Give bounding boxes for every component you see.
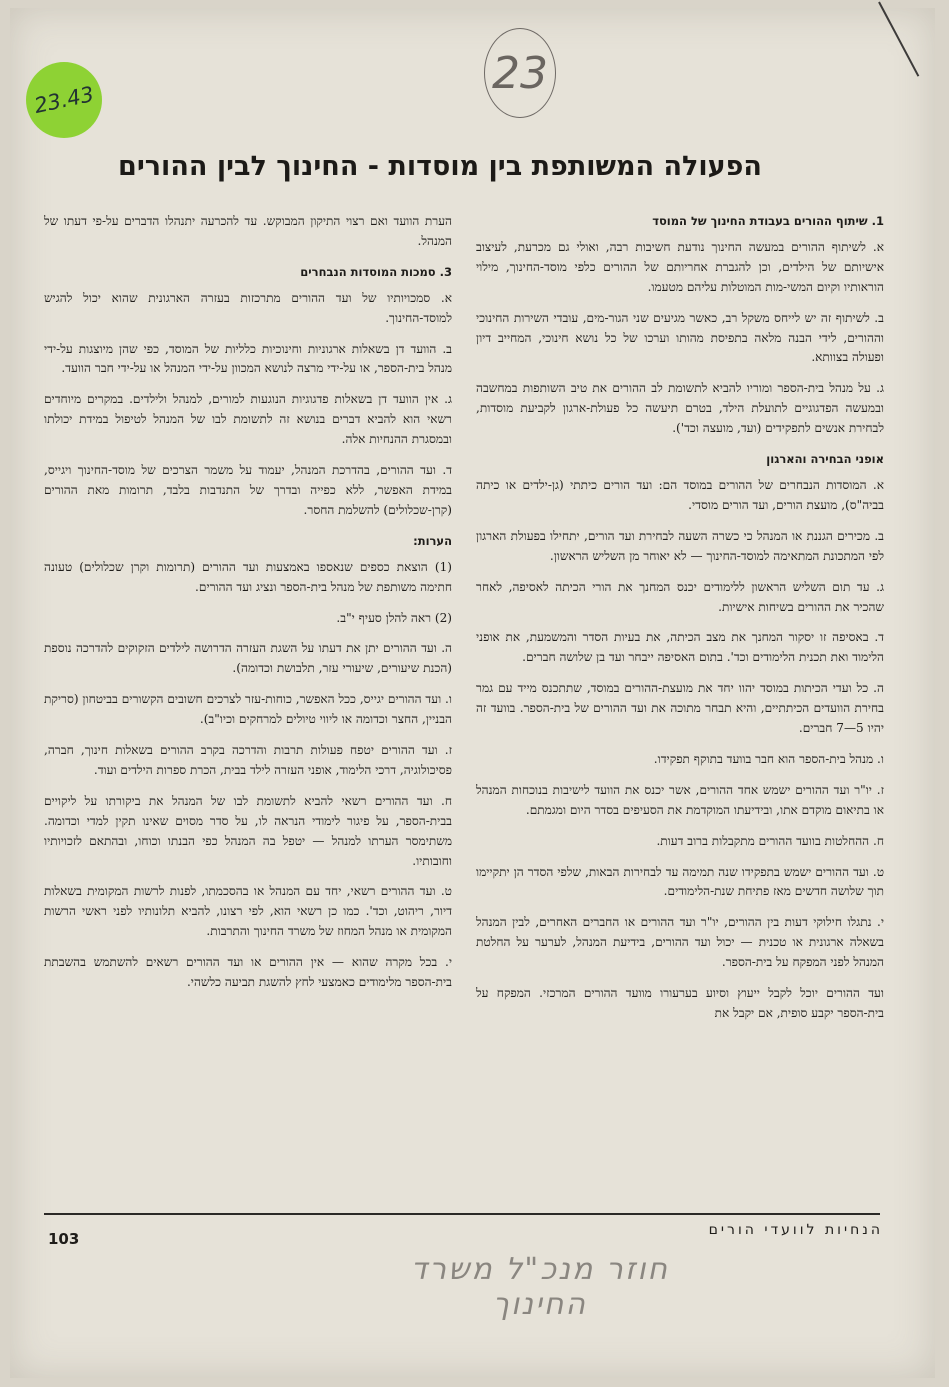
paragraph: ועד ההורים יוכל לקבל ייעוץ וסיוע בערעורו מוועד ההורים המרכזי. המפקח על בית-הספר יקבע סופית, אם יקבל את	[476, 986, 884, 1020]
paragraph: ו. ועד ההורים יגייס, ככל האפשר, כוחות-עזר לצרכים חשובים הקשורים בביטחון (סריקת הבניין, החצר וכדומה או ליווי טיולים למרחקים וכיו"ב).	[44, 692, 452, 727]
paragraph: ב. לשיתוף זה יש לייחס משקל רב, כאשר מגיעים שני הגור-מים, עובדי השירות החינוכי וההורים, לידי הבנה מלאה בתפיסת מהותו וערכו של כל נושא חינוכי, המחייב דיון ופעולה בצוותא.	[476, 310, 884, 365]
paragraph: ט. ועד ההורים ישמש בתפקידו שנה תמימה עד לבחירות הבאות, שלפי הסדר הן יתקיימו תוך שלושה חדשים מאז פתיחת שנת-הלימודים.	[476, 864, 884, 899]
handwritten-note: חוזר מנכ"ל משרד החינוך	[410, 1252, 670, 1322]
paragraph: א. המוסדות הנבחרים של ההורים במוסד הם: ועד הורים כיתתי (גן-ילדים או כיתה בביה"ס), מועצת הורים, ועד הורים מוסדי.	[476, 477, 884, 512]
paragraph: ה. כל ועדי הכיתות במוסד יהוו יחד את מועצת-ההורים במוסד, שתתכנס מייד עם גמר בחירת הוועדים הכיתתיים, והיא תבחר מתוכה את ועד ההורים של בית-הספר. בוועד זה יהיו 5—7 חברים.	[476, 681, 884, 736]
paragraph: ד. באסיפה זו יסקור המחנך את מצב הכיתה, את בעיות הסדר והמשמעת, את אופני הלימוד ואת תכנית הלימודים וכד'. בתום האסיפה ייבחר ועד בן שלושה חברים.	[476, 630, 884, 665]
right-text-column	[476, 212, 884, 1202]
paragraph: ח. ועד ההורים רשאי להביא לתשומת לבו של המנהל את ביקורתו על ליקויים בבית-הספר, על פיגור לימודי הנראה לו, על סדר מסוים שאינו תקין למדי וכדומה. משתימסר הערתו למנהל — יטפל בה המנהל כפי הבנתו וכוחו, ובהתאם לזכויותיו וחובותיו.	[44, 793, 452, 868]
circled-page-marker	[484, 28, 556, 118]
paragraph: י. נתגלו חילוקי דעות בין ההורים, יו"ר ועד ההורים או החברים האחרים, לבין המנהל בשאלה ארגונית או טכנית — יכול ועד ההורים, בידיעת המנהל, לערער על החלטת המנהל לפני המפקח על בית-הספר.	[476, 915, 884, 970]
paragraph: ב. הוועד דן בשאלות ארגוניות וחינוכיות כלליות של המוסד, כפי שהן מיוצגות על-ידי מנהל בית-הספר, או על-ידי מרצה לנושא המכוון על-ידי המנהל או על-ידי חבר הוועד.	[44, 341, 452, 376]
paragraph: ה. ועד ההורים יתן את דעתו על השגת העזרה הדרושה לילדים הזקוקים להדרכה נוספת (הכנת שיעורים, שיעורי עזר, תלבושת וכדומה).	[44, 641, 452, 676]
footer-rule	[44, 1213, 880, 1215]
paragraph: ז. יו"ר ועד ההורים ישמש אחד ההורים, אשר יכנס את הוועד לישיבות בנוכחות המנהל או בתיאום מוקדם אתו, ובידיעתו המוקדמת את הסעיפים בסדר היום ומגמתם.	[476, 782, 884, 817]
paragraph: ח. ההחלטות בוועד ההורים מתקבלות ברוב דעות.	[656, 833, 884, 848]
section-heading: 3. סמכות המוסדות הנבחרים	[300, 264, 452, 279]
paragraph: ד. ועד ההורים, בהדרכת המנהל, יעמוד על משמר הצרכים של מוסד-החינוך ויגייס, במידת האפשר, ללא כפייה ובדרך של התנדבות בלבד, תרומות מאת ההורים (קרן-שכלולים) להשלמת החסר.	[44, 463, 452, 517]
running-head: הנחיות לוועדי הורים	[708, 1222, 883, 1238]
paragraph: י. בכל מקרה שהוא — אין ההורים או ועד ההורים רשאים להשתמש בהשבתת בית-הספר מלימודים כאמצעי לחץ להשגת תביעה כלשהי.	[44, 955, 452, 990]
left-text-column	[44, 212, 452, 1202]
page-number: 103	[48, 1230, 80, 1248]
paragraph: ז. ועד ההורים יטפח פעולות תרבות והדרכה בקרב ההורים בשאלות חינוך, חברה, פסיכולוגיה, דרכי הלימוד, אופני העזרה לילד בבית, הכרת ספרות הילדים ועוד.	[44, 743, 452, 777]
page-title: הפעולה המשותפת בין מוסדות - החינוך לבין ההורים	[118, 151, 762, 182]
paragraph: ג. על מנהל בית-הספר ומוריו להביא לתשומת לב ההורים את טיב השותפות במחשבה ובמעשה הפדגוגיים לתועלת הילד, בטרם תיעשה כל פעולת-ארגון לקביעת מוסדות, לבחירת אנשים לתפקידים (ועד, מועצה וכד').	[476, 381, 884, 436]
section-heading: הערות:	[413, 533, 452, 548]
paragraph: ג. אין הוועד דן בשאלות פדגוגיות הנוגעות למורים, למנהל ולילדים. במקרים מיוחדים רשאי הוא להביא דברים בנושא זה לתשומת לבו של המנהל לטיפול במידת יכולתו ובמסגרת ההנחיות אלה.	[44, 392, 452, 447]
paragraph: א. לשיתוף ההורים במעשה החינוך נודעת חשיבות רבה, ואולי גם מכרעת, לעיצוב אישיותם של הילדים, וכן להגברת אחריותם של ההורים כלפי מוסד-החינוך, מילוי הוראותיו וקיום המשי-מות המוטלות עליהם מטעמו.	[476, 239, 884, 294]
paragraph: הערת הוועד ואם רצוי התיקון המבוקש. עד להכרעה יתנהלו הדברים על-פי דעתו של המנהל.	[44, 214, 452, 248]
circled-number: 23	[492, 47, 548, 99]
paragraph: (1) הוצאת כספים שנאספו באמצעות ועד ההורים (תרומות וקרן שכלולים) טעונה חתימה משותפת של מנהל בית-הספר ונציג ועד ההורים.	[44, 559, 452, 594]
paragraph: א. סמכויותיו של ועד ההורים מתרכזות בעזרה הארגונית שהוא יכול להגיש למוסד-החינוך.	[44, 290, 452, 325]
section-heading: 1. שיתוף ההורים בעבודת החינוך של המוסד	[652, 214, 884, 228]
paragraph: ו. מנהל בית-הספר הוא חבר בוועד בתוקף תפקידו.	[653, 751, 884, 766]
paragraph: ב. מכירים הגננת או המנהל כי כשרה השעה לבחירת ועד הורים, יתחילו בפעולת הארגון לפי המתכונת המתאימה למוסד-החינוך — לא יאוחר מן השליש הראשון.	[476, 528, 884, 563]
sticker-label: 23.43	[32, 82, 96, 118]
paragraph: (2) ראה להלן סעיף י"ב.	[336, 610, 452, 625]
paragraph: ט. ועד ההורים רשאי, יחד עם המנהל או בהסכמתו, לפנות לרשות המקומית בשאלות דיור, ריהוט, וכד'. כמו כן רשאי הוא, לפי רצונו, להביא תלונותיו לפני ראשי הרשות המקומית או מנהל המחוז של משרד החינוך והתרבות.	[44, 884, 452, 939]
green-sticker	[26, 62, 102, 138]
paragraph: ג. עד תום השליש הראשון ללימודים יכנס המחנך את הורי הכיתה לאסיפה, לאחר שהכיר את ההורים בשיחות אישיות.	[476, 579, 884, 614]
section-heading: אופני הבחירה והארגון	[766, 452, 884, 467]
